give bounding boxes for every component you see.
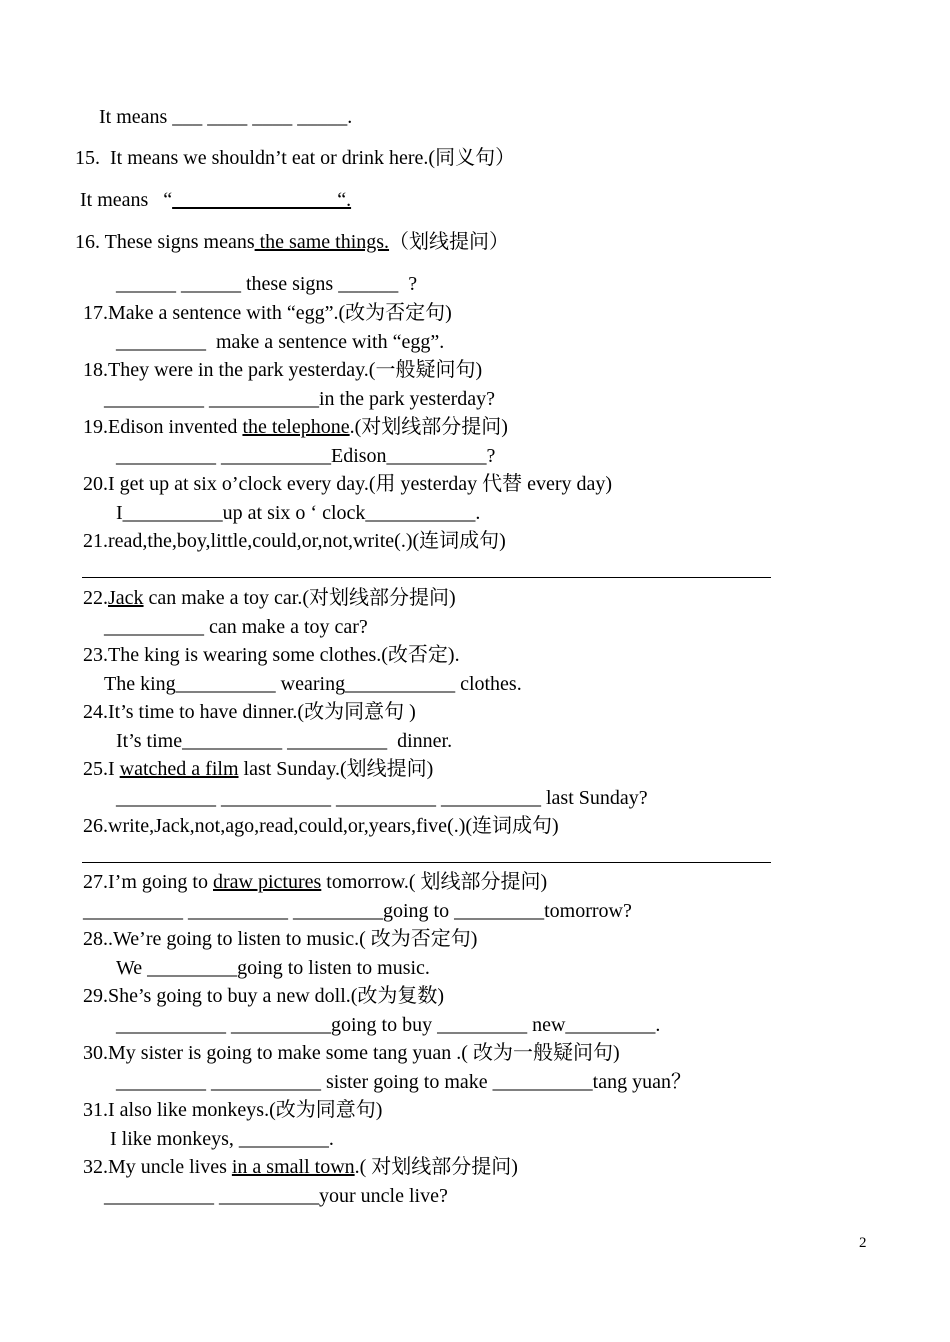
line-7 bbox=[116, 331, 444, 353]
text-segment: 29.She’s going to buy a new doll.(改为复数) bbox=[83, 985, 445, 1007]
text-segment: 15. It means we shouldn’t eat or drink here.(同义句） bbox=[75, 147, 516, 169]
line-12 bbox=[83, 473, 612, 495]
text-segment: （划线提问） bbox=[389, 231, 510, 253]
text-segment: 22. bbox=[83, 587, 108, 609]
answer-rule-26 bbox=[82, 862, 771, 863]
text-segment: 16. These signs means bbox=[75, 231, 255, 253]
text-segment: __________ ___________in the park yesterday? bbox=[104, 388, 496, 410]
line-14 bbox=[83, 530, 506, 552]
text-segment: 17.Make a sentence with “egg”.(改为否定句) bbox=[83, 302, 452, 324]
text-segment: 32.My uncle lives bbox=[83, 1156, 232, 1178]
line-26 bbox=[83, 928, 477, 950]
text-segment: ______ ______ these signs ______ ? bbox=[116, 273, 418, 295]
text-segment: It means “ bbox=[80, 189, 173, 211]
text-segment: _________ ___________ sister going to make __________tang yuan？ bbox=[116, 1071, 691, 1093]
text-segment: 19.Edison invented bbox=[83, 416, 243, 438]
text-segment: last Sunday.(划线提问) bbox=[238, 758, 434, 780]
text-segment: 21.read,the,boy,little,could,or,not,write(.)(连词成句) bbox=[83, 530, 506, 552]
line-23 bbox=[83, 815, 559, 837]
line-34 bbox=[83, 1156, 518, 1178]
line-3 bbox=[80, 189, 351, 211]
underlined-segment: the same things. bbox=[254, 231, 390, 253]
line-19 bbox=[83, 701, 416, 723]
text-segment: 20.I get up at six o’clock every day.(用 yesterday 代替 every day) bbox=[83, 473, 613, 495]
underlined-segment: the telephone bbox=[242, 416, 350, 438]
text-segment: 26.write,Jack,not,ago,read,could,or,years,five(.)(连词成句) bbox=[83, 815, 559, 837]
text-segment: .( 对划线部分提问) bbox=[354, 1156, 518, 1178]
text-segment: __________ ___________Edison__________? bbox=[116, 445, 496, 467]
text-segment: We _________going to listen to music. bbox=[116, 957, 430, 979]
text-segment: 28..We’re going to listen to music.( 改为否定句) bbox=[83, 928, 478, 950]
text-segment: __________ __________ _________going to _________tomorrow? bbox=[83, 900, 632, 922]
text-segment: 30.My sister is going to make some tang yuan .( 改为一般疑问句) bbox=[83, 1042, 620, 1064]
line-15 bbox=[83, 587, 456, 609]
line-8 bbox=[83, 359, 482, 381]
line-31 bbox=[116, 1071, 691, 1093]
text-segment: .(对划线部分提问) bbox=[349, 416, 508, 438]
underlined-segment: Jack bbox=[108, 587, 144, 609]
text-segment: 24.It’s time to have dinner.(改为同意句 ) bbox=[83, 701, 416, 723]
text-segment: 25.I bbox=[83, 758, 120, 780]
line-21 bbox=[83, 758, 433, 780]
line-27 bbox=[116, 957, 430, 979]
text-segment: can make a toy car.(对划线部分提问) bbox=[143, 587, 456, 609]
underlined-segment: draw pictures bbox=[213, 871, 322, 893]
line-20 bbox=[116, 730, 452, 752]
text-segment: tomorrow.( 划线部分提问) bbox=[321, 871, 548, 893]
line-1 bbox=[99, 106, 352, 128]
line-6 bbox=[83, 302, 452, 324]
line-22 bbox=[116, 787, 648, 809]
text-segment: I__________up at six o ‘ clock___________. bbox=[116, 502, 481, 524]
line-24 bbox=[83, 871, 547, 893]
line-35 bbox=[104, 1185, 448, 1207]
line-11 bbox=[116, 445, 495, 467]
line-17 bbox=[83, 644, 460, 666]
line-33 bbox=[110, 1128, 334, 1150]
line-25 bbox=[83, 900, 632, 922]
text-segment: 23.The king is wearing some clothes.(改否定). bbox=[83, 644, 460, 666]
answer-rule-21 bbox=[82, 577, 771, 578]
text-segment: 27.I’m going to bbox=[83, 871, 213, 893]
text-segment: ___________ __________your uncle live? bbox=[104, 1185, 448, 1207]
page-number: 2 bbox=[859, 1235, 867, 1251]
text-segment: 31.I also like monkeys.(改为同意句) bbox=[83, 1099, 383, 1121]
line-2 bbox=[75, 147, 515, 169]
line-30 bbox=[83, 1042, 620, 1064]
line-4 bbox=[75, 231, 509, 253]
line-28 bbox=[83, 985, 444, 1007]
text-segment: _________ make a sentence with “egg”. bbox=[116, 331, 445, 353]
text-segment: I like monkeys, _________. bbox=[110, 1128, 334, 1150]
underlined-segment: watched a film bbox=[119, 758, 239, 780]
line-16 bbox=[104, 616, 368, 638]
line-29 bbox=[116, 1014, 660, 1036]
text-segment: __________ ___________ __________ __________ last Sunday? bbox=[116, 787, 648, 809]
line-18 bbox=[104, 673, 522, 695]
underlined-segment: ____ ____ __ _____“. bbox=[172, 189, 352, 211]
text-segment: 18.They were in the park yesterday.(一般疑问句) bbox=[83, 359, 483, 381]
text-segment: The king__________ wearing___________ clothes. bbox=[104, 673, 522, 695]
line-9 bbox=[104, 388, 495, 410]
line-10 bbox=[83, 416, 508, 438]
underlined-segment: in a small town bbox=[231, 1156, 355, 1178]
text-segment: __________ can make a toy car? bbox=[104, 616, 368, 638]
text-segment: It’s time__________ __________ dinner. bbox=[116, 730, 453, 752]
line-5 bbox=[116, 273, 417, 295]
text-segment: It means ___ ____ ____ _____. bbox=[99, 106, 353, 128]
line-13 bbox=[116, 502, 480, 524]
line-32 bbox=[83, 1099, 382, 1121]
text-segment: ___________ __________going to buy _________ new_________. bbox=[116, 1014, 661, 1036]
